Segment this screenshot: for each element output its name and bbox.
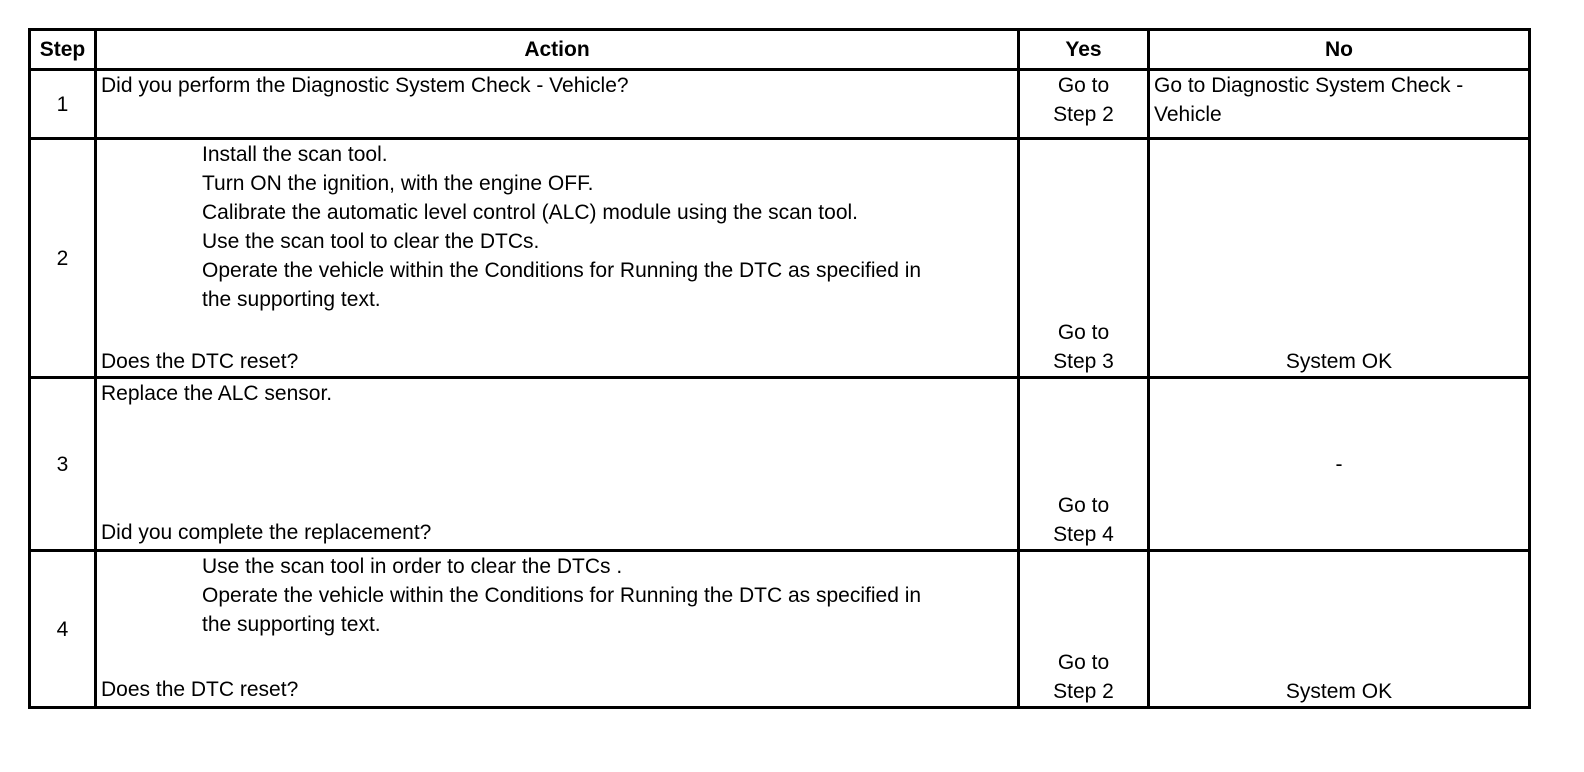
header-row (30, 30, 1530, 70)
step-number: 2 (30, 139, 96, 378)
yes-cell (1019, 378, 1149, 551)
table-row-step-3 (30, 378, 1530, 551)
no-cell: - (1149, 378, 1530, 551)
yes-cell (1019, 551, 1149, 708)
header-no: No (1149, 30, 1530, 70)
action-step-list (101, 140, 1013, 314)
header-yes: Yes (1019, 30, 1149, 70)
yes-text: Go to Step 3 (1053, 321, 1114, 373)
header-action: Action (96, 30, 1019, 70)
action-step: Operate the vehicle within the Conditions for Running the DTC as specified in the supporting text. (202, 259, 922, 311)
action-step-list (101, 552, 1013, 639)
action-cell (96, 378, 1019, 551)
diagnostic-table (28, 28, 1531, 709)
step-number: 1 (30, 70, 96, 139)
action-cell (96, 70, 1019, 139)
no-cell: System OK (1149, 139, 1530, 378)
action-question: Does the DTC reset? (101, 678, 299, 701)
action-step: Calibrate the automatic level control (ALC) module using the scan tool. (202, 201, 859, 224)
table-row-step-4 (30, 551, 1530, 708)
table-row-step-1 (30, 70, 1530, 139)
table-row-step-2 (30, 139, 1530, 378)
yes-cell (1019, 70, 1149, 139)
action-cell (96, 139, 1019, 378)
yes-text: Go to Step 4 (1053, 494, 1114, 546)
header-step: Step (30, 30, 96, 70)
yes-text: Go to Step 2 (1053, 74, 1114, 126)
yes-text: Go to Step 2 (1053, 651, 1114, 703)
action-question: Did you perform the Diagnostic System Check - Vehicle? (101, 74, 629, 97)
yes-cell (1019, 139, 1149, 378)
action-step: Operate the vehicle within the Conditions for Running the DTC as specified in the supporting text. (202, 584, 922, 636)
action-intro: Replace the ALC sensor. (101, 382, 333, 405)
action-step: Turn ON the ignition, with the engine OFF. (202, 172, 594, 195)
action-step: Use the scan tool to clear the DTCs. (202, 230, 540, 253)
action-question: Does the DTC reset? (101, 350, 299, 373)
action-question: Did you complete the replacement? (101, 521, 432, 544)
step-number: 3 (30, 378, 96, 551)
action-step: Use the scan tool in order to clear the DTCs . (202, 555, 623, 578)
no-cell: System OK (1149, 551, 1530, 708)
no-cell: Go to Diagnostic System Check - Vehicle (1149, 70, 1530, 139)
step-number: 4 (30, 551, 96, 708)
action-cell (96, 551, 1019, 708)
action-step: Install the scan tool. (202, 143, 388, 166)
